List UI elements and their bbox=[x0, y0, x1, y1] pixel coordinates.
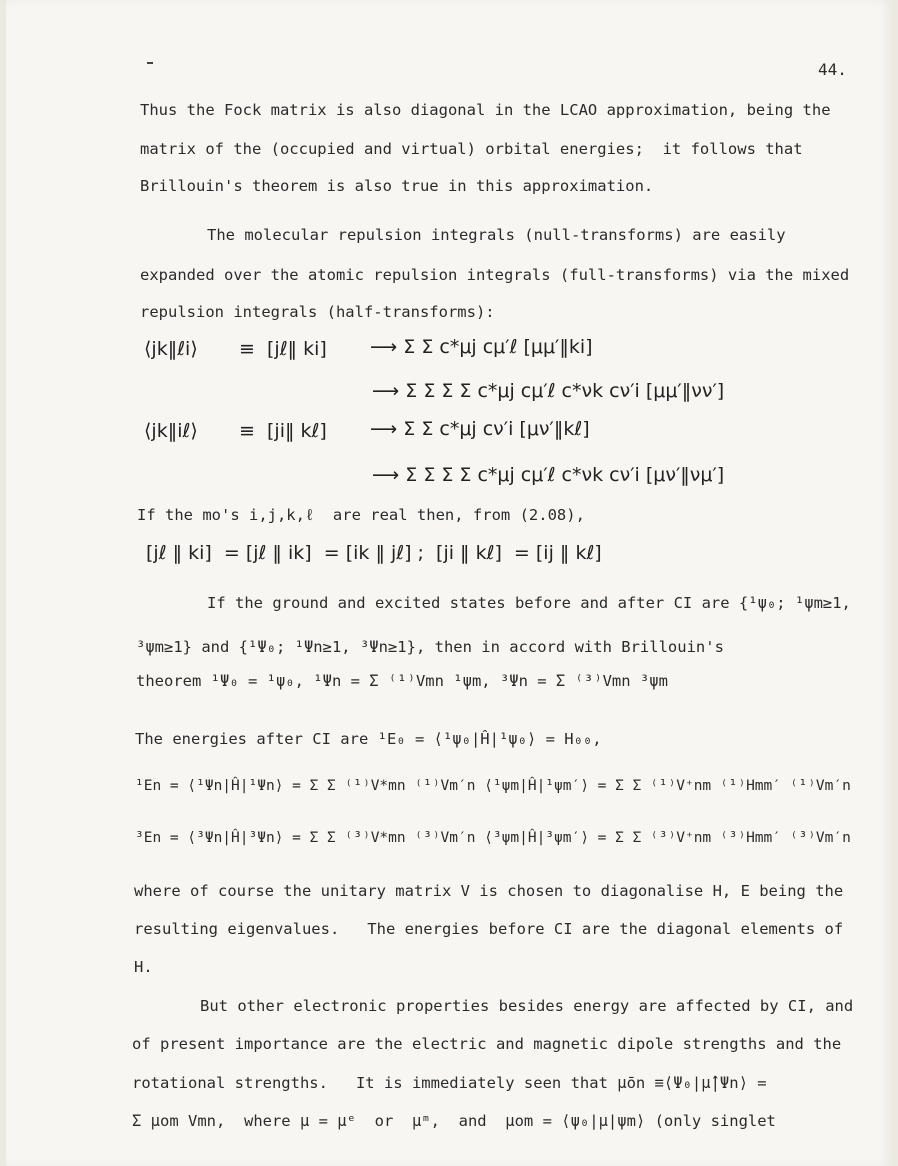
eq1-mid: ≡ [jℓ‖ ki] bbox=[239, 338, 327, 360]
real-orbitals-text: If the mo's i,j,k,ℓ are real then, from (2.08), bbox=[137, 506, 585, 524]
para4-line4: Σ μom Vmn, where μ = μᵉ or μᵐ, and μom = ⟨ψ₀|μ|ψm⟩ (only singlet bbox=[132, 1112, 776, 1130]
energies-intro: The energies after CI are ¹E₀ = ⟨¹ψ₀|Ĥ|¹ψ₀⟩ = H₀₀, bbox=[135, 730, 602, 748]
para3-line1: where of course the unitary matrix V is chosen to diagonalise H, E being the bbox=[134, 882, 844, 900]
ci-line3: theorem ¹Ψ₀ = ¹ψ₀, ¹Ψn = Σ ⁽¹⁾Vmn ¹ψm, ³Ψn = Σ ⁽³⁾Vmn ³ψm bbox=[136, 672, 668, 690]
page bbox=[6, 0, 892, 1166]
symmetry-relations: [jℓ ‖ ki] = [jℓ ‖ ik] = [ik ‖ jℓ] ; [ji ‖ kℓ] = [ij ‖ kℓ] bbox=[146, 542, 602, 564]
eq2-mid: ≡ [ji‖ kℓ] bbox=[239, 420, 327, 442]
para4-line1: But other electronic properties besides energy are affected by CI, and bbox=[200, 997, 854, 1015]
ci-line2: ³ψm≥1} and {¹Ψ₀; ¹Ψn≥1, ³Ψn≥1}, then in accord with Brillouin's bbox=[136, 638, 724, 656]
stray-mark bbox=[147, 62, 153, 64]
para1-line3: Brillouin's theorem is also true in this approximation. bbox=[140, 177, 654, 195]
page-number: 44. bbox=[818, 60, 847, 79]
ci-line1: If the ground and excited states before and after CI are {¹ψ₀; ¹ψm≥1, bbox=[207, 594, 851, 612]
para3-line3: H. bbox=[134, 958, 153, 976]
eq1-first-transform: ⟶ Σ Σ c*μj cμ′ℓ [μμ′‖ki] bbox=[370, 336, 593, 358]
para4-line2: of present importance are the electric and magnetic dipole strengths and the bbox=[132, 1035, 842, 1053]
eq2-second-transform: ⟶ Σ Σ Σ Σ c*μj cμ′ℓ c*νk cν′i [μν′‖νμ′] bbox=[372, 464, 725, 486]
singlet-energy-equation: ¹En = ⟨¹Ψn|Ĥ|¹Ψn⟩ = Σ Σ ⁽¹⁾V*mn ⁽¹⁾Vm′n ⟨¹ψm|Ĥ|¹ψm′⟩ = Σ Σ ⁽¹⁾V⁺nm ⁽¹⁾Hmm′ ⁽¹⁾Vm′n bbox=[135, 778, 851, 794]
eq2-first-transform: ⟶ Σ Σ c*μj cν′i [μν′‖kℓ] bbox=[370, 418, 590, 440]
eq1-lhs: ⟨jk‖ℓi⟩ bbox=[144, 338, 198, 360]
para4-line3: rotational strengths. It is immediately seen that μ̄on ≡⟨Ψ₀|μ̂|Ψn⟩ = bbox=[132, 1074, 767, 1092]
para2-line2: expanded over the atomic repulsion integrals (full-transforms) via the mixed bbox=[140, 266, 850, 284]
para1-line2: matrix of the (occupied and virtual) orbital energies; it follows that bbox=[140, 140, 803, 158]
para1-line1: Thus the Fock matrix is also diagonal in the LCAO approximation, being the bbox=[140, 101, 831, 119]
para3-line2: resulting eigenvalues. The energies before CI are the diagonal elements of bbox=[134, 920, 844, 938]
eq2-lhs: ⟨jk‖iℓ⟩ bbox=[144, 420, 198, 442]
para2-line3: repulsion integrals (half-transforms): bbox=[140, 303, 495, 321]
triplet-energy-equation: ³En = ⟨³Ψn|Ĥ|³Ψn⟩ = Σ Σ ⁽³⁾V*mn ⁽³⁾Vm′n ⟨³ψm|Ĥ|³ψm′⟩ = Σ Σ ⁽³⁾V⁺nm ⁽³⁾Hmm′ ⁽³⁾Vm′n bbox=[135, 830, 851, 846]
eq1-second-transform: ⟶ Σ Σ Σ Σ c*μj cμ′ℓ c*νk cν′i [μμ′‖νν′] bbox=[372, 380, 725, 402]
para2-line1: The molecular repulsion integrals (null-transforms) are easily bbox=[207, 226, 786, 244]
